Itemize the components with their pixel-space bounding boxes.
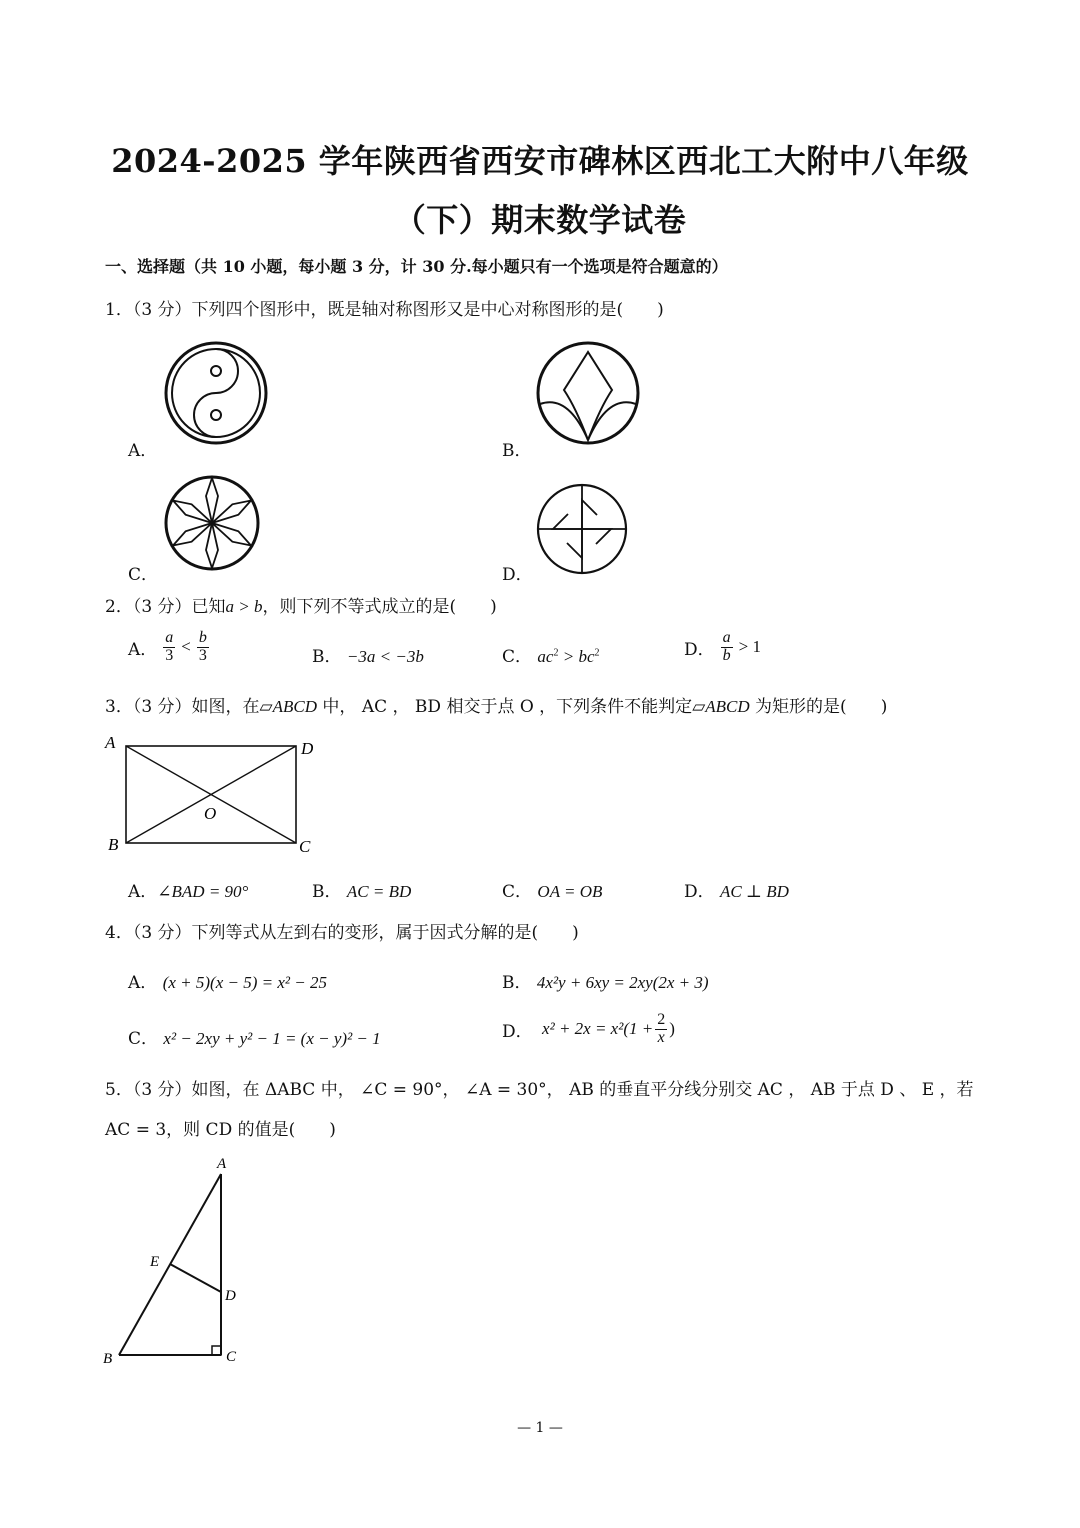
q3-option-a-expr: ∠BAD = 90° xyxy=(157,882,249,901)
q2-option-d-label: D． xyxy=(684,639,715,660)
expr-ac: ac xyxy=(537,647,554,666)
q3-option-d-expr: AC ⊥ BD xyxy=(720,882,789,901)
q1-option-c-label: C． xyxy=(128,565,159,585)
fraction-b-over-3 xyxy=(197,630,209,665)
vertex-label-a: A xyxy=(105,733,116,752)
less-than: < xyxy=(181,637,191,657)
q3-option-d-label: D． xyxy=(684,882,715,902)
expr-bc: > bc xyxy=(558,647,595,666)
frac-num: a xyxy=(165,629,174,646)
exponent: 2 xyxy=(594,647,600,659)
q4-option-b xyxy=(502,968,709,993)
vertex-label-d: D xyxy=(301,739,314,758)
q1-option-b-label: B． xyxy=(502,441,532,461)
q2-prefix: 2．（3 分）已知 xyxy=(105,597,226,617)
vertex-label-c: C xyxy=(299,837,311,856)
q4-option-b-label: B． xyxy=(502,973,532,993)
q3-option-c-expr: OA = OB xyxy=(537,882,603,901)
q4-option-c-expr: x² − 2xy + y² − 1 = (x − y)² − 1 xyxy=(163,1029,381,1048)
triangle-abc-figure xyxy=(100,1150,260,1372)
q3-mid: 中， AC ， BD 相交于点 O ，下列条件不能判定 xyxy=(317,697,693,717)
q1-option-a-label: A． xyxy=(128,441,158,461)
lotus-figure xyxy=(534,340,642,446)
vertex-label-b: B xyxy=(103,1351,113,1367)
q2-option-a-label: A． xyxy=(128,639,158,660)
q3-option-b-expr: AC = BD xyxy=(346,882,412,901)
fraction-a-over-b xyxy=(721,630,733,665)
q3-option-a-label: A． xyxy=(128,882,158,902)
q4-option-c-label: C． xyxy=(128,1029,159,1049)
vertex-label-a: A xyxy=(217,1156,227,1172)
pinwheel-figure xyxy=(535,482,629,576)
greater-than-one: > 1 xyxy=(738,637,761,657)
q4-option-c xyxy=(128,1024,381,1049)
question-4-text: 4．（3 分）下列等式从左到右的变形，属于因式分解的是( ) xyxy=(105,923,579,943)
fraction-a-over-3 xyxy=(163,630,175,665)
star-flower-figure xyxy=(163,474,263,572)
yin-yang-figure xyxy=(160,340,272,446)
q4-option-d-label: D． xyxy=(502,1021,533,1042)
q2-option-d xyxy=(684,630,761,665)
frac-den: 3 xyxy=(198,646,207,664)
point-label-e: E xyxy=(150,1254,160,1270)
exponent: 2 xyxy=(553,647,559,659)
q2-option-c xyxy=(502,642,600,667)
q2-option-c-label: C． xyxy=(502,647,533,667)
q1-option-d-label: D． xyxy=(502,565,533,585)
q3-option-d xyxy=(684,877,789,902)
q3-option-c xyxy=(502,877,602,902)
document-title-line2: （下）期末数学试卷 xyxy=(393,201,687,239)
close-paren: ) xyxy=(669,1019,675,1039)
q3-option-a xyxy=(128,877,248,902)
q3-suffix: 为矩形的是( ) xyxy=(749,697,888,717)
frac-den: 3 xyxy=(165,646,174,664)
page-number: — 1 — xyxy=(517,1420,563,1436)
q3-option-b xyxy=(312,877,411,902)
q3-option-b-label: B． xyxy=(312,882,342,902)
rectangle-abcd-figure xyxy=(100,730,330,860)
vertex-label-b: B xyxy=(108,835,119,854)
fraction-2-over-x xyxy=(655,1012,667,1047)
question-3-text xyxy=(105,692,887,717)
question-2-text xyxy=(105,592,497,617)
q4-option-a-expr: (x + 5)(x − 5) = x² − 25 xyxy=(162,973,327,992)
q3-prefix: 3．（3 分）如图，在 xyxy=(105,697,260,717)
frac-num: b xyxy=(198,629,207,646)
frac-den: b xyxy=(722,646,731,664)
q2-suffix: ，则下列不等式成立的是( ) xyxy=(262,597,497,617)
q4-option-d-expr: x² + 2x = x²(1 + xyxy=(542,1019,654,1039)
q2-option-a xyxy=(128,630,209,665)
q4-option-b-expr: 4x²y + 6xy = 2xy(2x + 3) xyxy=(536,973,709,992)
document-title-line1: 2024-2025 学年陕西省西安市碑林区西北工大附中八年级 xyxy=(111,142,969,180)
frac-num: 2 xyxy=(657,1011,666,1028)
q4-option-a-label: A． xyxy=(128,973,158,993)
q3-parallelogram-2: ▱ABCD xyxy=(692,697,750,716)
vertex-label-c: C xyxy=(226,1349,237,1365)
center-label-o: O xyxy=(204,804,217,823)
q4-option-d xyxy=(502,1012,675,1047)
q2-option-b-expr: −3a < −3b xyxy=(346,647,424,666)
q2-option-b-label: B． xyxy=(312,647,342,667)
question-5-line1: 5．（3 分）如图，在 ΔABC 中， ∠C = 90°， ∠A = 30°， AB 的垂直平分线分别交 AC ， AB 于点 D 、 E ，若 xyxy=(105,1080,974,1100)
q3-parallelogram-1: ▱ABCD xyxy=(259,697,318,716)
question-5-line2: AC = 3，则 CD 的值是( ) xyxy=(105,1120,336,1140)
q2-option-b xyxy=(312,642,424,667)
frac-num: a xyxy=(722,629,731,646)
q3-option-c-label: C． xyxy=(502,882,533,902)
frac-den: x xyxy=(657,1028,665,1046)
point-label-d: D xyxy=(225,1288,236,1304)
q2-condition: a > b xyxy=(225,597,263,616)
q4-option-a xyxy=(128,968,327,993)
question-1-text: 1．（3 分）下列四个图形中，既是轴对称图形又是中心对称图形的是( ) xyxy=(105,300,664,320)
section-heading: 一、选择题（共 10 小题，每小题 3 分，计 30 分.每小题只有一个选项是符合题意的） xyxy=(105,257,728,276)
